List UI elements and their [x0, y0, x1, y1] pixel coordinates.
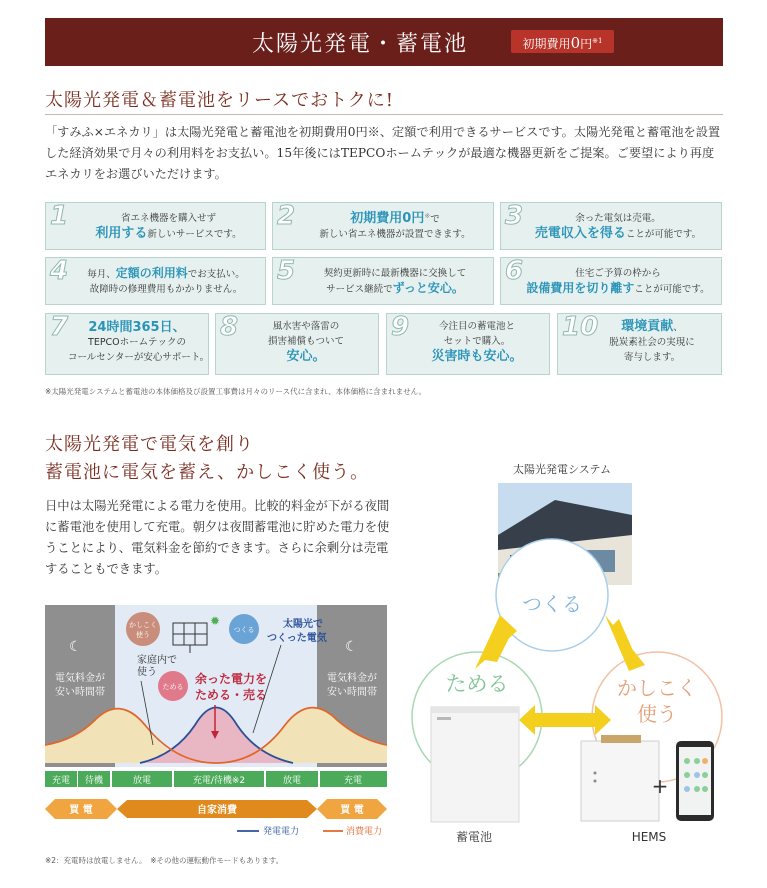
- feature-card-7: [45, 313, 209, 375]
- hems-label: HEMS: [631, 830, 667, 844]
- card-text: [68, 320, 210, 365]
- card-highlight: 24時間365日、: [88, 320, 186, 335]
- card-highlight: 環境貢献: [621, 319, 674, 334]
- card-highlight: 利用する: [95, 226, 148, 241]
- card-line: 風水害や落雷の: [272, 321, 340, 332]
- card-line: 脱炭素社会の実現に: [609, 337, 695, 348]
- footnote-modes: ※2：充電時は放電しません。 ※その他の運転動作モードもあります。: [45, 856, 284, 865]
- feature-card-4: [45, 257, 266, 305]
- bubble-kashikoku: [126, 612, 160, 646]
- initial-cost-badge: [511, 30, 614, 53]
- bubble-text: つくる: [233, 626, 255, 634]
- night-label: 電気料金が: [327, 673, 377, 684]
- card-line: 寄与します。: [623, 352, 681, 363]
- card-line: 契約更新時に最新機器に交換して: [323, 268, 467, 279]
- card-line: 損害補償もついて: [267, 336, 344, 347]
- card-text: [407, 319, 547, 364]
- badge-value: 0: [570, 34, 581, 52]
- card-line: 、: [673, 322, 683, 333]
- feature-card-1: [45, 202, 266, 250]
- bubble-text: 使う: [136, 631, 150, 639]
- feature-card-10: [557, 313, 722, 375]
- system-label: 太陽光発電システム: [513, 463, 611, 476]
- section2-heading-2: 蓄電池に電気を蓄え、かしこく使う。: [45, 462, 370, 483]
- night-label: 電気料金が: [55, 673, 105, 684]
- feature-card-8: [215, 313, 379, 375]
- plus-icon: +: [651, 774, 669, 798]
- self-consumption-label: 自家消費: [197, 805, 237, 816]
- card-line: TEPCOホームテックの: [88, 337, 186, 348]
- card-number: 2: [277, 201, 296, 231]
- card-number: 7: [50, 312, 69, 342]
- surplus-label: ためる・売る: [195, 688, 268, 702]
- card-note: ※: [424, 212, 431, 220]
- card-line: 余った電気は売電。: [575, 213, 661, 224]
- mode-label: 充電/待機※2: [192, 776, 246, 786]
- card-line: ことが可能です。: [625, 229, 702, 240]
- section2-body: 日中は太陽光発電による電力を使用。比較的料金が下がる夜間に蓄電池を使用して充電。朝夕は夜間蓄電池に貯めた電力を使うことにより、電気料金を節約できます。さらに余剰分は売電することもできます。: [45, 499, 390, 576]
- card-line: 今注目の蓄電池と: [438, 321, 515, 332]
- card-highlight: 設備費用を切り離す: [526, 281, 635, 295]
- card-line: 新しい省エネ機器が設置できます。: [319, 229, 471, 241]
- card-text: [584, 319, 720, 365]
- card-text: [301, 209, 489, 242]
- hems-unit: [581, 735, 659, 821]
- home-use-label: 使う: [137, 667, 157, 678]
- tameru-label: ためる: [445, 672, 509, 696]
- card-number: 3: [505, 201, 524, 231]
- card-line: 省エネ機器を購入せず: [120, 213, 216, 224]
- card-text: [76, 211, 261, 242]
- solar-made-label: つくった電気: [267, 633, 327, 644]
- footnote-lease: ※太陽光発電システムと蓄電池の本体価格及び設置工事費は月々のリース代に含まれ、本体価格に含まれません。: [45, 387, 427, 396]
- feature-card-3: [500, 202, 722, 250]
- card-highlight: 災害時も安心。: [431, 349, 523, 364]
- card-line: コールセンターが安心サポート。: [68, 352, 210, 363]
- card-number: 5: [277, 256, 296, 286]
- card-text: [515, 211, 721, 242]
- battery-label: 蓄電池: [455, 830, 493, 844]
- night-label: 安い時間帯: [327, 687, 377, 698]
- card-highlight: 安心。: [286, 349, 326, 364]
- feature-card-9: [386, 313, 550, 375]
- moon-icon: ☾: [345, 639, 358, 655]
- section2-heading-1: 太陽光発電で電気を創り: [45, 434, 254, 455]
- lease-heading: 太陽光発電＆蓄電池をリースでおトクに!: [45, 90, 394, 111]
- kashikoku-label: 使う: [637, 702, 677, 726]
- card-text: [236, 319, 376, 364]
- badge-prefix: 初期費用: [522, 37, 571, 51]
- card-line: でお支払い。: [187, 269, 245, 280]
- card-text: [301, 266, 489, 297]
- card-number: 10: [562, 312, 599, 342]
- card-highlight: 定額の利用料: [115, 266, 188, 280]
- mode-label: 充電: [51, 776, 71, 786]
- bubble-text: ためる: [162, 683, 184, 691]
- mode-label: 待機: [84, 776, 104, 786]
- feature-card-5: [272, 257, 494, 305]
- solar-made-label: 太陽光で: [283, 619, 323, 630]
- card-line: サービス継続で: [326, 284, 393, 295]
- card-number: 6: [505, 256, 524, 286]
- banner-title: 太陽光発電・蓄電池: [251, 32, 468, 57]
- feature-card-6: [500, 257, 722, 305]
- legend-gen-label: 発電電力: [263, 827, 300, 837]
- home-use-label: 家庭内で: [137, 655, 177, 666]
- energy-cycle-diagram: [405, 455, 735, 855]
- card-number: 9: [391, 312, 410, 342]
- card-number: 4: [50, 256, 69, 286]
- moon-icon: ☾: [69, 639, 82, 655]
- tsukuru-label: つくる: [522, 592, 582, 616]
- night-label: 安い時間帯: [55, 687, 105, 698]
- card-number: 1: [50, 201, 69, 231]
- kashikoku-label: かしこく: [617, 676, 697, 700]
- mode-label: 放電: [132, 776, 152, 786]
- feature-card-2: [272, 202, 494, 250]
- card-text: [68, 266, 264, 297]
- battery-unit: [431, 707, 519, 822]
- card-line: 毎月、: [87, 269, 116, 280]
- card-highlight: 初期費用0円: [350, 211, 425, 227]
- daily-energy-timeline: [45, 605, 387, 841]
- badge-note: ※1: [592, 37, 603, 45]
- smartphone-icon: [676, 741, 714, 821]
- card-line: 故障時の修理費用もかかりません。: [89, 284, 243, 295]
- surplus-label: 余った電力を: [195, 672, 268, 686]
- sun-icon: ✹: [210, 614, 221, 628]
- card-highlight: 売電収入を得る: [534, 226, 626, 241]
- card-number: 8: [220, 312, 239, 342]
- bubble-text: かしこく: [129, 621, 157, 629]
- mode-label: 充電: [343, 776, 363, 786]
- divider: [45, 114, 723, 115]
- card-line: セットで購入。: [443, 336, 511, 347]
- legend-use-label: 消費電力: [346, 827, 383, 837]
- card-text: [515, 266, 721, 297]
- buy-label: 買 電: [340, 805, 364, 816]
- card-line: で: [430, 214, 440, 226]
- buy-label: 買 電: [69, 805, 93, 816]
- card-line: ことが可能です。: [634, 284, 710, 295]
- mode-bar: [45, 771, 387, 787]
- lease-intro: 「すみふ×エネカリ」は太陽光発電と蓄電池を初期費用0円※、定額で利用できるサービスです。太陽光発電と蓄電池を設置した経済効果で月々の利用料をお支払い。15年後にはTEPCOホームテックが最適な機器更新をご提案。ご要望により再度エネカリをお選びいただけます。: [45, 125, 721, 181]
- badge-unit: 円: [580, 37, 593, 51]
- mode-label: 放電: [282, 776, 302, 786]
- card-line: 住宅ご予算の枠から: [575, 268, 661, 279]
- card-line: 新しいサービスです。: [147, 229, 242, 240]
- card-highlight: ずっと安心。: [392, 281, 464, 295]
